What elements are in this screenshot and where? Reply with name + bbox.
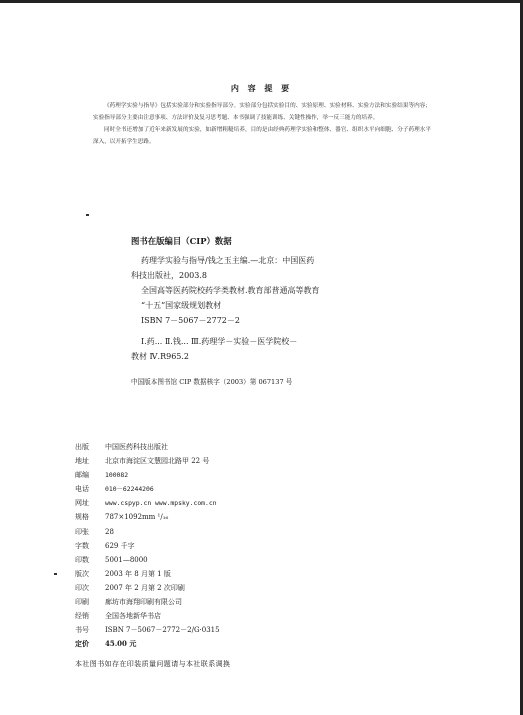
cip-line: Ⅰ.药... Ⅱ.钱... Ⅲ.药理学－实验－医学院校－ — [141, 337, 298, 346]
imprint-value: 010－62244206 — [105, 485, 154, 494]
cip-data-number: 中国版本图书馆 CIP 数据核字（2003）第 067137 号 — [131, 378, 293, 386]
imprint-value: ISBN 7－5067－2772－2/G·0315 — [105, 626, 220, 635]
summary-text — [93, 100, 431, 148]
imprint-value: 100082 — [105, 471, 129, 480]
cip-line: 教材 Ⅳ.R965.2 — [131, 352, 190, 361]
imprint-label: 网址 — [75, 499, 89, 508]
imprint-row — [75, 583, 405, 597]
imprint-row — [75, 470, 405, 484]
summary-title: 内 容 提 要 — [230, 83, 293, 93]
imprint-value: 2003 年 8 月第 1 版 — [105, 569, 171, 578]
imprint-label: 印张 — [75, 527, 89, 536]
cip-line: 药理学实验与指导/钱之玉主编.—北京：中国医药 — [141, 256, 315, 265]
imprint-value: 5001—8000 — [105, 555, 148, 564]
imprint-value: 28 — [105, 527, 114, 536]
imprint-row — [75, 484, 405, 498]
imprint-row-price — [75, 639, 405, 653]
scan-speck — [54, 573, 57, 575]
imprint-row — [75, 541, 405, 555]
imprint-value: 2007 年 2 月第 2 次印刷 — [105, 583, 185, 592]
cip-title: 图书在版编目（CIP）数据 — [131, 236, 232, 246]
imprint-row — [75, 555, 405, 569]
imprint-row — [75, 442, 405, 456]
imprint-value: 廊坊市海翔印刷有限公司 — [105, 598, 182, 607]
imprint-label: 印刷 — [75, 598, 89, 607]
imprint-label: 字数 — [75, 541, 89, 550]
imprint-row — [75, 512, 405, 526]
imprint-value: 全国各地新华书店 — [105, 612, 161, 621]
imprint-label: 经销 — [75, 612, 89, 621]
imprint-label: 邮编 — [75, 471, 89, 480]
imprint-label: 出版 — [75, 443, 89, 451]
cip-line: 科技出版社，2003.8 — [131, 271, 207, 280]
imprint-label: 规格 — [75, 513, 89, 522]
imprint-row — [75, 625, 405, 639]
summary-paragraph: 《药理学实验与指导》包括实验部分和实验指导部分。实验部分包括实验目的、实验原理、实验材料、实验方法和实验结果等内容；实验指导部分主要由注意事项、方法评价及复习思考题、本书强调了技能训练、关键性操作，举一反三能力的培养。 — [93, 103, 431, 121]
imprint-value: www.cspyp.cn www.mpsky.com.cn — [105, 499, 217, 508]
cip-block — [131, 235, 431, 386]
imprint-table — [75, 442, 405, 653]
imprint-label: 印数 — [75, 555, 89, 564]
imprint-label: 地址 — [75, 457, 89, 466]
scan-edge-top — [0, 0, 523, 3]
imprint-value: 北京市海淀区文慧园北路甲 22 号 — [105, 457, 210, 466]
imprint-label: 版次 — [75, 569, 89, 578]
imprint-row — [75, 569, 405, 583]
imprint-row — [75, 527, 405, 541]
imprint-value: 629 千字 — [105, 541, 135, 550]
price-value: 45.00 元 — [105, 639, 137, 649]
imprint-row — [75, 597, 405, 611]
cip-line: “十五”国家级规划教材 — [141, 301, 222, 310]
summary-paragraph: 同时全书还增加了近年来新发展的实验，如新增粗糙培养，目的是由经典药理学实验和整体、器官、组织水平向细胞、分子药理水平深入，以开拓学生思路。 — [93, 127, 431, 145]
imprint-row — [75, 456, 405, 470]
cip-line: ISBN 7－5067－2772－2 — [141, 316, 240, 325]
imprint-label: 电话 — [75, 485, 89, 494]
imprint-label: 书号 — [75, 626, 89, 635]
imprint-row — [75, 611, 405, 625]
quality-notice: 本社图书如存在印装质量问题请与本社联系调换 — [75, 660, 231, 668]
imprint-value: 中国医药科技出版社 — [105, 443, 168, 451]
scan-speck — [86, 214, 89, 216]
imprint-value: 787×1092mm ¹/₁₆ — [105, 513, 169, 522]
imprint-label: 定价 — [75, 639, 89, 649]
imprint-label: 印次 — [75, 583, 89, 592]
imprint-row — [75, 498, 405, 512]
cip-line: 全国高等医药院校药学类教材.教育部普通高等教育 — [141, 286, 320, 295]
